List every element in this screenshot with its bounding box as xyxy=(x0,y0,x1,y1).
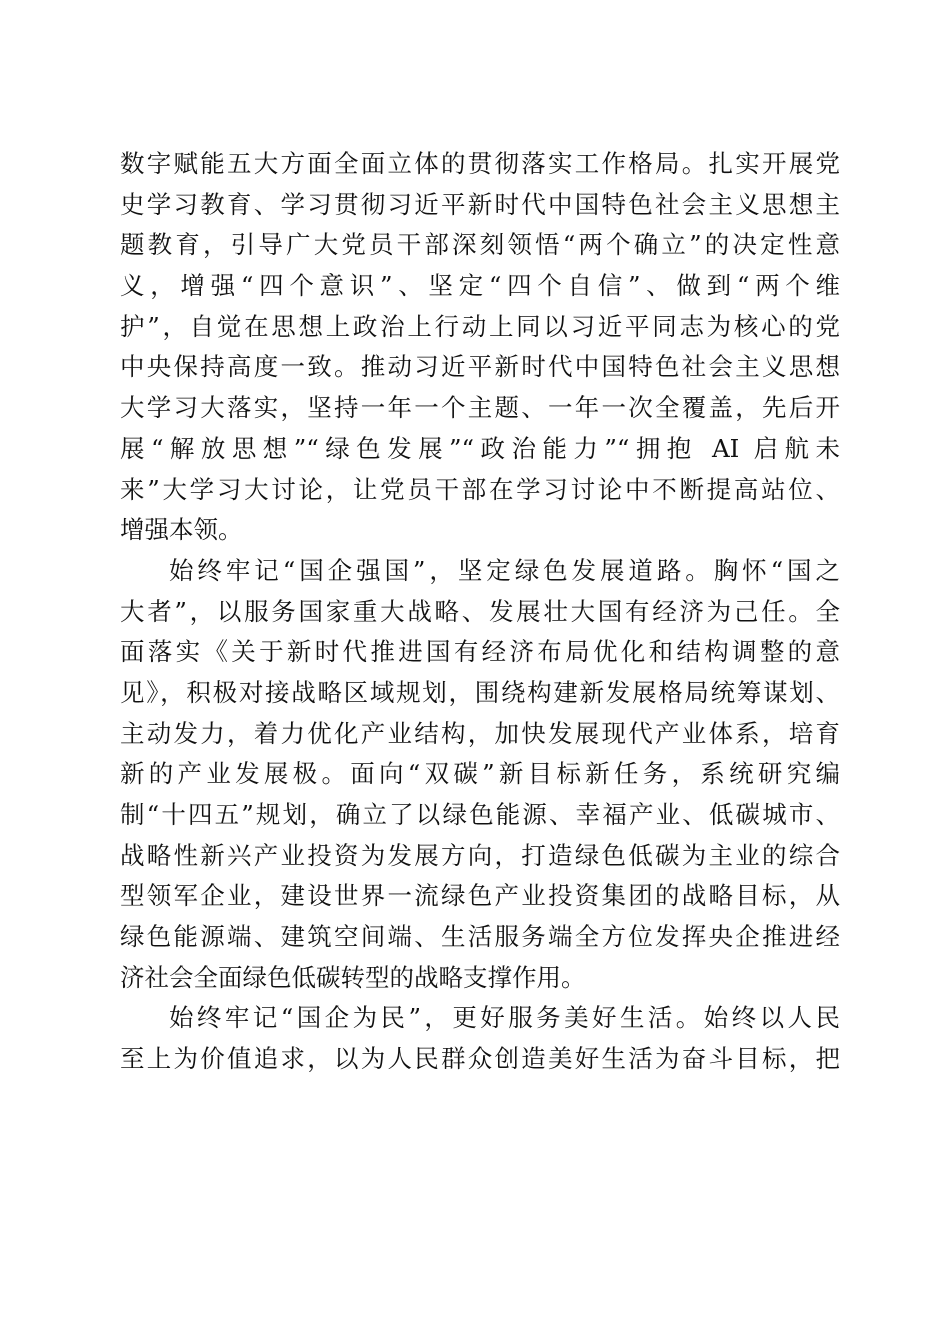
text-line: 中央保持高度一致。推动习近平新时代中国特色社会主义思想 xyxy=(120,352,840,382)
text-line: 始终牢记“国企为民”，更好服务美好生活。始终以人民 xyxy=(169,1003,840,1033)
paragraph xyxy=(120,551,840,999)
text-line: 大者”，以服务国家重大战略、发展壮大国有经济为己任。全 xyxy=(120,596,840,626)
text-line: 增强本领。 xyxy=(120,515,243,545)
text-line: 主动发力，着力优化产业结构，加快发展现代产业体系，培育 xyxy=(120,718,840,748)
text-line: 战略性新兴产业投资为发展方向，打造绿色低碳为主业的综合 xyxy=(120,840,840,870)
text-line: 始终牢记“国企强国”，坚定绿色发展道路。胸怀“国之 xyxy=(169,555,840,585)
text-line: 济社会全面绿色低碳转型的战略支撑作用。 xyxy=(120,962,586,992)
text-line: 展“解放思想”“绿色发展”“政治能力”“拥抱 AI 启航未 xyxy=(120,433,840,463)
text-line: 见》，积极对接战略区域规划，围绕构建新发展格局统筹谋划、 xyxy=(120,677,840,707)
paragraph xyxy=(120,144,840,551)
text-line: 题教育，引导广大党员干部深刻领悟“两个确立”的决定性意 xyxy=(120,230,840,260)
text-line: 来”大学习大讨论，让党员干部在学习讨论中不断提高站位、 xyxy=(120,474,840,504)
text-line: 面落实《关于新时代推进国有经济布局优化和结构调整的意 xyxy=(120,637,840,667)
text-line: 绿色能源端、建筑空间端、生活服务端全方位发挥央企推进经 xyxy=(120,922,840,952)
text-line: 史学习教育、学习贯彻习近平新时代中国特色社会主义思想主 xyxy=(120,189,840,219)
document-body xyxy=(120,144,840,1080)
text-line: 护”，自觉在思想上政治上行动上同以习近平同志为核心的党 xyxy=(120,311,840,341)
text-line: 义，增强“四个意识”、坚定“四个自信”、做到“两个维 xyxy=(120,271,840,301)
text-line: 大学习大落实，坚持一年一个主题、一年一次全覆盖，先后开 xyxy=(120,393,840,423)
text-line: 新的产业发展极。面向“双碳”新目标新任务，系统研究编 xyxy=(120,759,840,789)
text-line: 数字赋能五大方面全面立体的贯彻落实工作格局。扎实开展党 xyxy=(120,149,840,178)
text-line: 至上为价值追求，以为人民群众创造美好生活为奋斗目标，把 xyxy=(120,1044,840,1074)
text-line: 制“十四五”规划，确立了以绿色能源、幸福产业、低碳城市、 xyxy=(120,800,840,829)
text-line: 型领军企业，建设世界一流绿色产业投资集团的战略目标，从 xyxy=(120,881,840,911)
paragraph xyxy=(120,998,840,1079)
